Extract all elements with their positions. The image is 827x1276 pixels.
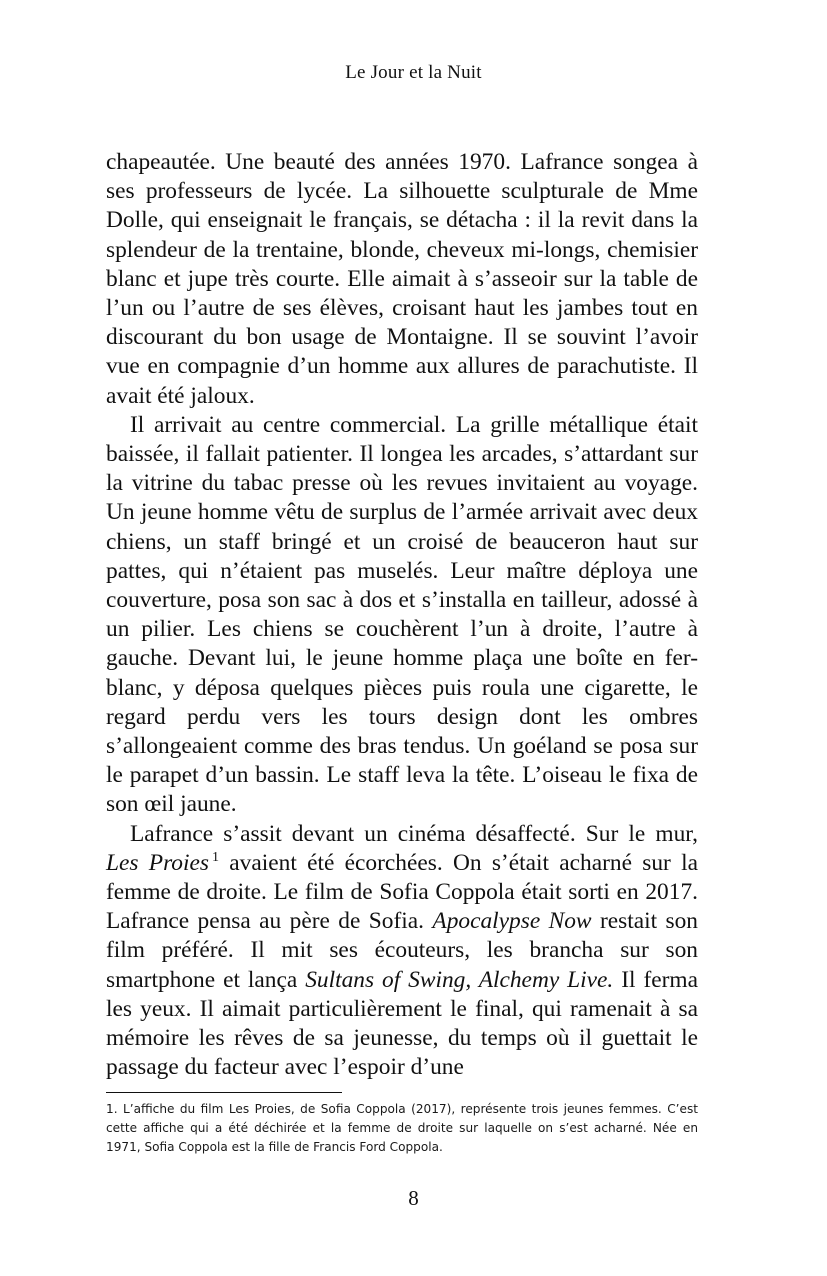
paragraph-3-sentence-4: Il ferma les yeux. Il aimait particulièrement le final, qui ramenait à sa mémoire les rêves de sa jeunesse, du temps où il guettait le passage du facteur avec l’espoir d’une <box>106 966 698 1081</box>
film-title-les-proies: Les Proies <box>106 849 209 876</box>
paragraph-2: Il arrivait au centre commercial. La grille métallique était baissée, il fallait patienter. Il longea les arcades, s’attardant sur la vitrine du tabac presse où les revues invitaient au voyage. Un jeune homme vêtu de surplus de l’armée arrivait avec deux chiens, un staff bringé et un croisé de beauceron haut sur pattes, qui n’étaient pas muselés. Leur maître déploya une couverture, posa son sac à dos et s’installa en tailleur, adossé à un pilier. Les chiens se couchèrent l’un à droite, l’autre à gauche. Devant lui, le jeune homme plaça une boîte en fer-blanc, y déposa quelques pièces puis roula une cigarette, le regard perdu vers les tours design dont les ombres s’allongeaient comme des bras tendus. Un goéland se posa sur le parapet d’un bassin. Le staff leva la tête. L’oiseau le fixa de son œil jaune. <box>106 411 698 818</box>
body-text <box>106 148 698 1083</box>
running-head: Le Jour et la Nuit <box>345 62 482 83</box>
paragraph-3 <box>106 820 698 1083</box>
song-title-sultans-of-swing: Sultans of Swing, Alchemy Live. <box>305 966 614 993</box>
film-title-apocalypse-now: Apocalypse Now <box>432 908 592 935</box>
paragraph-3-sentence-3: restait son film préféré. Il mit ses écouteurs, les brancha sur son smartphone et lança <box>106 908 698 993</box>
paragraph-3-sentence-1: Lafrance s’assit devant un cinéma désaffecté. Sur le mur, <box>130 820 698 847</box>
paragraph-3-sentence-2: avaient été écorchées. On s’était acharné sur la femme de droite. Le film de Sofia Coppola était sorti en 2017. Lafrance pensa au père de Sofia. <box>106 849 699 935</box>
paragraph-1: chapeautée. Une beauté des années 1970. Lafrance songea à ses professeurs de lycée. La silhouette sculpturale de Mme Dolle, qui enseignait le français, se détacha : il la revit dans la splendeur de la trentaine, blonde, cheveux mi-longs, chemisier blanc et jupe très courte. Elle aimait à s’asseoir sur la table de l’un ou l’autre de ses élèves, croisant haut les jambes tout en discourant du bon usage de Montaigne. Il se souvint l’avoir vue en compagnie d’un homme aux allures de parachutiste. Il avait été jaloux. <box>106 149 698 409</box>
footnote: 1. L’affiche du film Les Proies, de Sofia Coppola (2017), représente trois jeunes femmes. C’est cette affiche qui a été déchirée et la femme de droite sur laquelle on s’est acharné. Née en 1971, Sofia Coppola est la fille de Francis Ford Coppola. <box>106 1102 698 1154</box>
page-number: 8 <box>408 1186 419 1210</box>
footnote-separator <box>106 1092 342 1093</box>
footnote-reference[interactable]: 1 <box>211 850 219 866</box>
